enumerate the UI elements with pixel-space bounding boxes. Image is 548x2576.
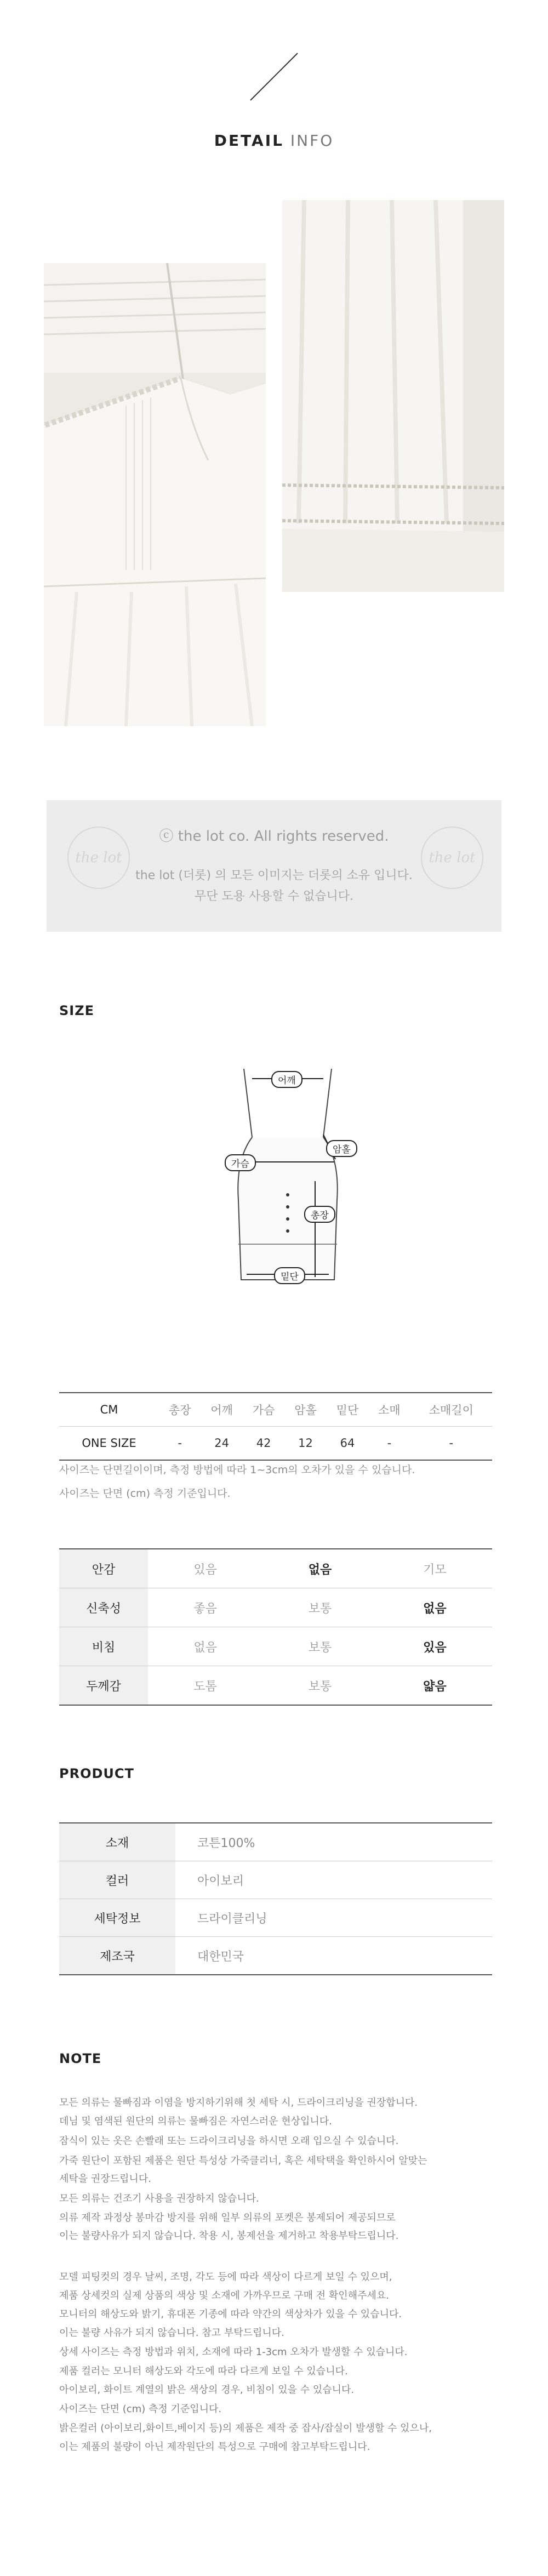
table-row	[59, 1427, 492, 1461]
note-line: 이는 불량 사유가 되지 않습니다. 참고 부탁드립니다.	[59, 2327, 284, 2339]
note-line: 이는 불량사유가 되지 않습니다. 착용 시, 봉제선을 제거하고 착용부탁드립니다.	[59, 2230, 399, 2242]
property-option: 있음	[148, 1549, 262, 1588]
property-option: 보통	[262, 1627, 377, 1666]
property-label: 신축성	[59, 1588, 148, 1627]
svg-text:the lot: the lot	[429, 850, 476, 866]
product-info-value: 드라이클리닝	[175, 1899, 492, 1937]
product-section-title: PRODUCT	[59, 1766, 134, 1781]
divider-slash	[249, 52, 299, 101]
property-label: 안감	[59, 1549, 148, 1588]
property-option-selected: 없음	[262, 1549, 377, 1588]
svg-text:the lot: the lot	[75, 850, 122, 866]
property-label: 비침	[59, 1627, 148, 1666]
note-line: 밝은컬러 (아이보리,화이트,베이지 등)의 제품은 제작 중 잡사/잡실이 발생할 수 있으나,	[59, 2423, 432, 2434]
size-header-cell: 어깨	[201, 1393, 242, 1427]
property-label: 두께감	[59, 1666, 148, 1706]
table-row	[59, 1823, 492, 1861]
product-info-value: 대한민국	[175, 1937, 492, 1975]
size-header-cell: 밑단	[327, 1393, 368, 1427]
note-line: 세탁을 권장드립니다.	[59, 2173, 151, 2185]
note-line: 모델 피팅컷의 경우 날씨, 조명, 각도 등에 따라 색상이 다르게 보일 수 있으며,	[59, 2271, 392, 2283]
size-section-title: SIZE	[59, 1003, 95, 1018]
detail-info-title: DETAIL INFO	[214, 132, 334, 150]
size-header-cell: 소매	[368, 1393, 410, 1427]
table-row	[59, 1861, 492, 1899]
note-line: 가죽 원단이 포함된 제품은 원단 특성상 가죽클리너, 혹은 세탁택을 확인하시어 알맞는	[59, 2155, 427, 2167]
note-line: 사이즈는 단면 (cm) 측정 기준입니다.	[59, 2403, 222, 2415]
diagram-label-hem: 밑단	[274, 1267, 305, 1284]
diagram-label-shoulder: 어깨	[271, 1071, 302, 1088]
product-info-label: 컬러	[59, 1861, 175, 1899]
size-header-cell: CM	[59, 1393, 159, 1427]
table-row	[59, 1937, 492, 1975]
table-row	[59, 1549, 492, 1588]
property-option: 없음	[148, 1627, 262, 1666]
size-cell: -	[159, 1427, 201, 1461]
product-info-label: 소재	[59, 1823, 175, 1861]
note-line: 모니터의 해상도와 밝기, 휴대폰 기종에 따라 약간의 색상차가 있을 수 있습니다.	[59, 2309, 402, 2320]
note-line: 제품 컬러는 모니터 해상도와 각도에 따라 다르게 보일 수 있습니다.	[59, 2366, 348, 2377]
note-line: 잠식이 있는 옷은 손빨래 또는 드라이크리닝을 하시면 오래 입으실 수 있습니다.	[59, 2135, 399, 2147]
property-option: 좋음	[148, 1588, 262, 1627]
diagram-label-armhole: 암홀	[326, 1140, 357, 1157]
usage-notice: 무단 도용 사용할 수 없습니다.	[195, 890, 353, 903]
table-row	[59, 1588, 492, 1627]
diagram-label-chest: 가슴	[225, 1154, 256, 1171]
size-header-cell: 가슴	[243, 1393, 284, 1427]
note-line: 의류 제작 과정상 봉마감 방지를 위해 일부 의류의 포켓은 봉제되어 제공되므로	[59, 2212, 396, 2224]
note-line: 모든 의류는 물빠짐과 이염을 방지하기위해 첫 세탁 시, 드라이크리닝을 권장합니다.	[59, 2097, 418, 2108]
size-header-cell: 총장	[159, 1393, 201, 1427]
product-info-label: 제조국	[59, 1937, 175, 1975]
note-line: 상세 사이즈는 측정 방법과 위치, 소재에 따라 1-3cm 오차가 발생할 수 있습니다.	[59, 2346, 408, 2358]
size-cell: 64	[327, 1427, 368, 1461]
size-note: 사이즈는 단면 (cm) 측정 기준입니다.	[59, 1488, 231, 1500]
property-option: 도톰	[148, 1666, 262, 1706]
property-option-selected: 얇음	[378, 1666, 492, 1706]
size-cell: -	[368, 1427, 410, 1461]
size-header-cell: 암홀	[284, 1393, 326, 1427]
note-line: 이는 제품의 불량이 아닌 제작원단의 특성으로 구매에 참고부탁드립니다.	[59, 2441, 370, 2453]
product-photo-top	[44, 263, 266, 726]
product-info-value: 코튼100%	[175, 1823, 492, 1861]
size-header-cell: 소매길이	[410, 1393, 492, 1427]
property-option: 기모	[378, 1549, 492, 1588]
fabric-properties-table	[59, 1548, 492, 1706]
product-photo-hem	[282, 200, 504, 592]
property-option-selected: 있음	[378, 1627, 492, 1666]
size-note: 사이즈는 단면길이이며, 측정 방법에 따라 1~3cm의 오차가 있을 수 있습니다.	[59, 1464, 415, 1476]
note-line: 제품 상세컷의 실제 상품의 색상 및 소재에 가까우므로 구매 전 확인해주세요.	[59, 2290, 389, 2301]
table-row	[59, 1627, 492, 1666]
note-section-title: NOTE	[59, 2051, 102, 2066]
note-line: 아이보리, 화이트 계열의 밝은 색상의 경우, 비침이 있을 수 있습니다.	[59, 2384, 355, 2396]
size-table	[59, 1392, 492, 1461]
size-diagram	[214, 1063, 362, 1304]
property-option: 보통	[262, 1666, 377, 1706]
product-info-table	[59, 1822, 492, 1975]
size-cell: -	[410, 1427, 492, 1461]
copyright-line: ⓒ the lot co. All rights reserved.	[159, 828, 389, 845]
diagram-label-length: 총장	[304, 1206, 335, 1223]
product-info-value: 아이보리	[175, 1861, 492, 1899]
size-cell: ONE SIZE	[59, 1427, 159, 1461]
note-line: 데님 및 염색된 원단의 의류는 물빠짐은 자연스러운 현상입니다.	[59, 2116, 332, 2127]
product-info-label: 세탁정보	[59, 1899, 175, 1937]
size-cell: 24	[201, 1427, 242, 1461]
note-line: 모든 의류는 건조기 사용을 권장하지 않습니다.	[59, 2193, 259, 2204]
table-row	[59, 1666, 492, 1706]
property-option-selected: 없음	[378, 1588, 492, 1627]
size-table-header	[59, 1393, 492, 1427]
table-row	[59, 1899, 492, 1937]
size-cell: 12	[284, 1427, 326, 1461]
size-cell: 42	[243, 1427, 284, 1461]
ownership-notice: the lot (더롯) 의 모든 이미지는 더롯의 소유 입니다.	[135, 869, 413, 882]
property-option: 보통	[262, 1588, 377, 1627]
